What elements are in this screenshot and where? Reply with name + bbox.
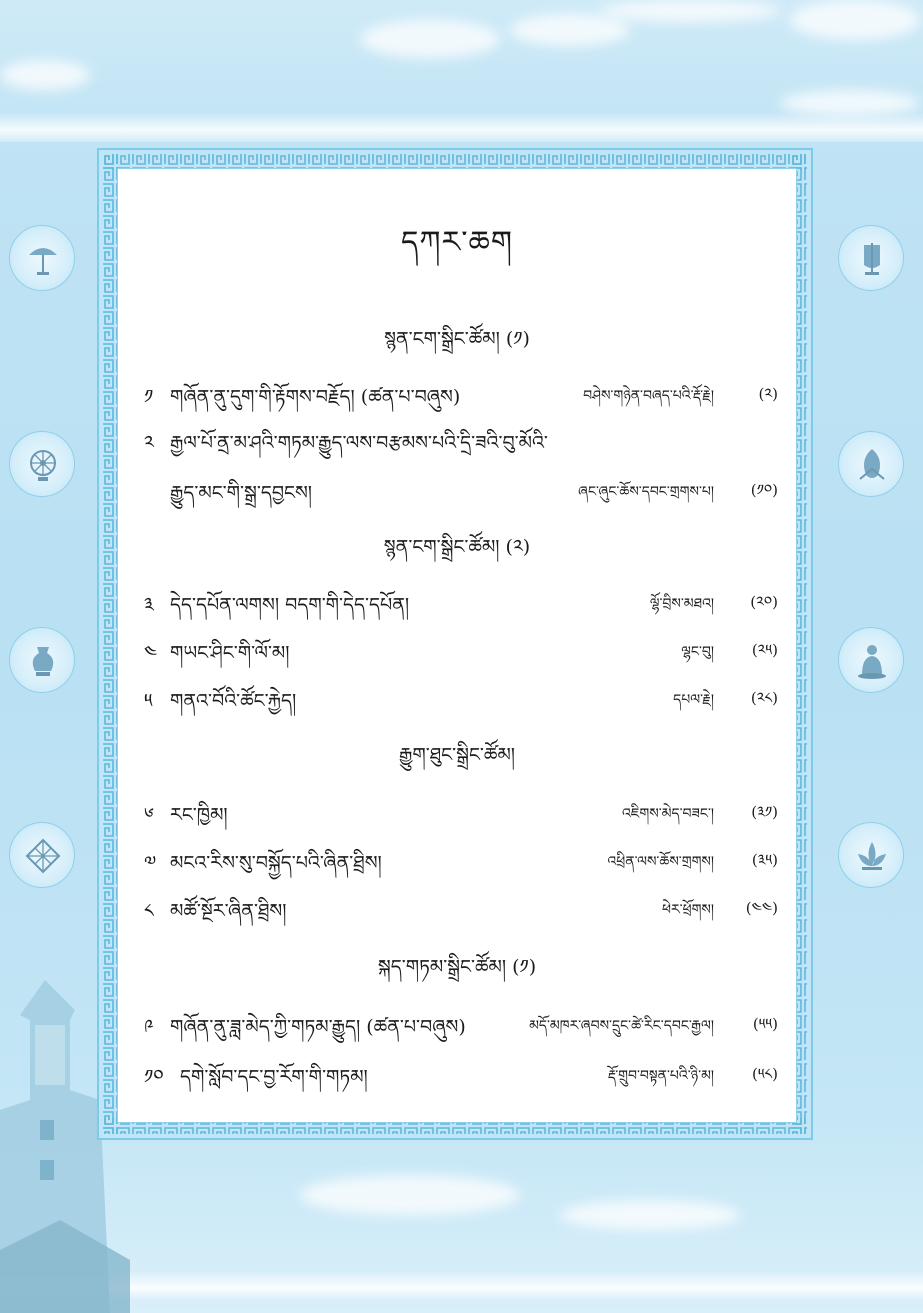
entry-number: ༤: [144, 642, 158, 664]
deity-emblem: [838, 627, 904, 693]
entry-number: ༣: [144, 594, 154, 616]
page-title: དཀར་ཆག: [401, 225, 513, 260]
entry-title: གནའ་བོའི་ཚོང་རྐྱེད།: [170, 690, 297, 712]
victory-banner-emblem: [838, 225, 904, 291]
entry-author: འཇིགས་མེད་བཟང་།: [622, 806, 714, 822]
victory-banner-icon: [852, 239, 892, 279]
entry-page: (༢༥): [751, 641, 778, 659]
entry-number: ༡: [144, 386, 154, 408]
contents-page: [117, 168, 797, 1123]
endless-knot-icon: [23, 836, 63, 876]
entry-number: ༢: [144, 432, 154, 454]
entry-title: མངའ་རིས་སུ་བསྐྱོད་པའི་ཞིན་ཐྲིས།: [170, 852, 382, 874]
dharma-wheel-emblem: [9, 431, 75, 497]
entry-page: (༣༥): [751, 851, 778, 869]
parasol-emblem: [9, 225, 75, 291]
entry-title: མཚོ་སྔོར་ཞིན་ཐྲིས།: [170, 900, 287, 922]
entry-number: ༨: [144, 900, 154, 922]
entry-title: དགེ་སློབ་དང་བྱ་རོག་གི་གཏམ།: [180, 1066, 368, 1088]
entry-page: (༥༨): [751, 1065, 778, 1083]
entry-author: འཕྲིན་ལས་ཆོས་གྲགས།: [607, 854, 714, 870]
entry-number: ༥: [144, 690, 153, 712]
entry-author: བཤེས་གཉེན་བཞད་པའི་རྡོ་རྗེ།: [583, 388, 714, 404]
entry-author: མདོ་མཁར་ཞབས་དྲུང་ཚེ་རིང་དབང་རྒྱལ།: [529, 1018, 714, 1034]
section-heading: སྙན་ངག་སྒྲིང་ཚོམ། (༡): [384, 328, 530, 350]
entry-page: (༢༨): [750, 689, 778, 707]
entry-author: ལྷང་བུ།: [681, 644, 714, 660]
entry-number: ༩: [144, 1016, 154, 1038]
entry-title: དེད་དཔོན་ལགས། བདག་གི་དེད་དཔོན།: [170, 594, 410, 616]
entry-page: (༡༠): [750, 481, 778, 499]
entry-page: (༤༤): [745, 899, 778, 917]
section-heading: སྙན་ངག་སྒྲིང་ཚོམ། (༢): [383, 536, 531, 558]
entry-author: ལྷོ་བྲིས་མཐའ།: [649, 596, 714, 612]
entry-number: ༡༠: [144, 1066, 164, 1088]
entry-author: རྡོ་གྲུབ་བསྟན་པའི་ཉི་མ།: [607, 1068, 714, 1084]
entry-author: ཕེར་ཕྲོགས།: [661, 902, 714, 918]
entry-title: གཞོན་ནུ་དུག་གི་རྟོགས་བརྗོད། (ཚན་པ་བཞུས): [170, 386, 461, 408]
entry-page: (༣༡): [751, 803, 778, 821]
dharma-wheel-icon: [23, 445, 63, 485]
lotus-icon: [852, 836, 892, 876]
conch-emblem: [838, 431, 904, 497]
treasure-vase-emblem: [9, 627, 75, 693]
section-heading: རྒྱུག་ཐུང་སྒྲིང་ཚོམ།: [398, 744, 516, 766]
entry-title: གཞོན་ནུ་ཟླ་མེད་ཀྱི་གཏམ་རྒྱུད། (ཚན་པ་བཞུས): [170, 1016, 466, 1038]
lotus-emblem: [838, 822, 904, 888]
entry-title: གཡང་ཤིང་གི་ལོ་མ།: [170, 642, 290, 664]
entry-title: རྒྱལ་པོ་ནྲ་མ་ཤའི་གཏམ་རྒྱུད་ལས་བརྩམས་པའི་དྲི་ཟའི་བུ་མོའི་: [170, 432, 548, 454]
parasol-icon: [23, 239, 63, 279]
entry-number: ༧: [144, 852, 157, 874]
entry-title-continued: རྒྱུད་མང་གི་སྒྲ་དབྱངས།: [170, 482, 313, 504]
entry-page: (༢༠): [750, 593, 778, 611]
entry-page: (༢): [758, 385, 778, 403]
conch-icon: [852, 445, 892, 485]
entry-author: ཞང་ཞུང་ཆོས་དབང་གྲགས་པ།: [578, 484, 714, 500]
endless-knot-emblem: [9, 822, 75, 888]
entry-title: རང་ཁྱིམ།: [170, 804, 228, 826]
section-heading: སྐད་གཏམ་སྒྲིང་ཚོམ། (༡): [377, 956, 537, 978]
entry-page: (༥༥): [752, 1015, 778, 1033]
treasure-vase-icon: [23, 641, 63, 681]
entry-author: དཔལ་རྗེ།: [673, 692, 714, 708]
deity-icon: [852, 641, 892, 681]
entry-number: ༦: [144, 804, 154, 826]
